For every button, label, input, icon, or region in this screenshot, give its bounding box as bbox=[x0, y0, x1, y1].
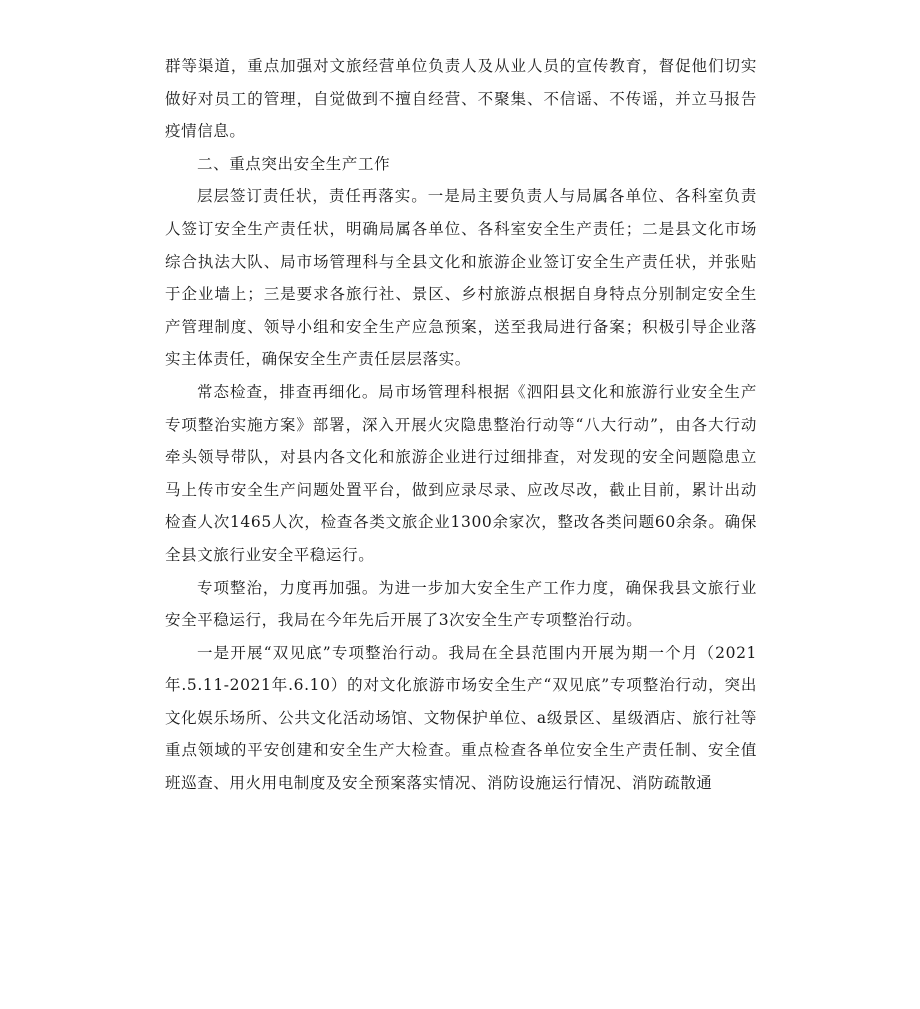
paragraph-special-rectification: 专项整治，力度再加强。为进一步加大安全生产工作力度，确保我县文旅行业安全平稳运行，我局在今年先后开展了3次安全生产专项整治行动。 bbox=[165, 578, 757, 630]
document-page bbox=[165, 50, 757, 800]
paragraph-continuation: 群等渠道，重点加强对文旅经营单位负责人及从业人员的宣传教育，督促他们切实做好对员工的管理，自觉做到不擅自经营、不聚集、不信谣、不传谣，并立马报告疫情信息。 bbox=[165, 57, 757, 141]
paragraph-responsibility: 层层签订责任状，责任再落实。一是局主要负责人与局属各单位、各科室负责人签订安全生产责任状，明确局属各单位、各科室安全生产责任；二是县文化市场综合执法大队、局市场管理科与全县文化和旅游企业签订安全生产责任状，并张贴于企业墙上；三是要求各旅行社、景区、乡村旅游点根据自身特点分别制定安全生产管理制度、领导小组和安全生产应急预案，送至我局进行备案；积极引导企业落实主体责任，确保安全生产责任层层落实。 bbox=[165, 187, 757, 369]
section-heading: 二、重点突出安全生产工作 bbox=[197, 154, 391, 173]
paragraph-inspection: 常态检查，排查再细化。局市场管理科根据《泗阳县文化和旅游行业安全生产专项整治实施方案》部署，深入开展火灾隐患整治行动等“八大行动”，由各大行动牵头领导带队，对县内各文化和旅游企业进行过细排查，对发现的安全问题隐患立马上传市安全生产问题处置平台，做到应录尽录、应改尽改，截止目前，累计出动检查人次1465人次，检查各类文旅企业1300余家次，整改各类问题60余条。确保全县文旅行业安全平稳运行。 bbox=[165, 382, 757, 564]
paragraph-double-bottom-action: 一是开展“双见底”专项整治行动。我局在全县范围内开展为期一个月（2021年.5.11-2021年.6.10）的对文化旅游市场安全生产“双见底”专项整治行动，突出文化娱乐场所、公共文化活动场馆、文物保护单位、a级景区、星级酒店、旅行社等重点领域的平安创建和安全生产大检查。重点检查各单位安全生产责任制、安全值班巡查、用火用电制度及安全预案落实情况、消防设施运行情况、消防疏散通 bbox=[165, 643, 757, 793]
